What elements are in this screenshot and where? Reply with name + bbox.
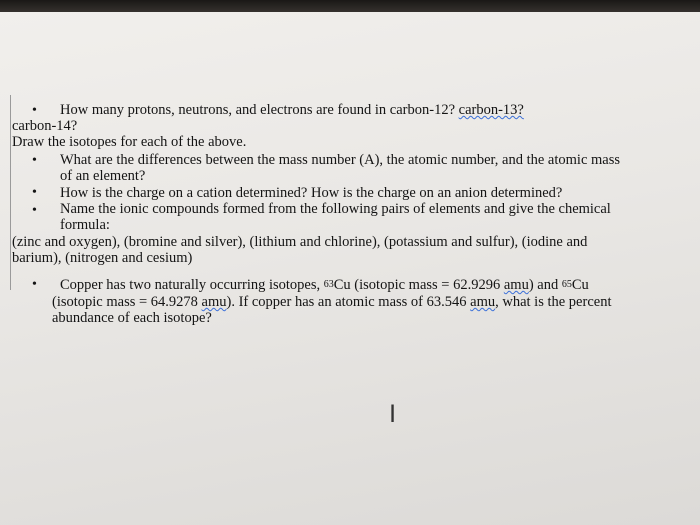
question-4-line-1: Name the ionic compounds formed from the following pairs of elements and give the chemical [60, 201, 611, 217]
question-5-line-2: (isotopic mass = 64.9278 amu). If copper has an atomic mass of 63.546 amu, what is the percent [52, 294, 612, 310]
bullet-icon: • [32, 203, 37, 218]
question-3-line-1: How is the charge on a cation determined? How is the charge on an anion determined? [60, 185, 563, 201]
question-1-line-3: Draw the isotopes for each of the above. [12, 134, 247, 150]
question-1-line-2: carbon-14? [12, 118, 78, 134]
question-4-line-2: formula: [60, 217, 110, 233]
text-box-border [10, 95, 11, 290]
question-4-line-4: barium), (nitrogen and cesium) [12, 250, 193, 266]
bullet-icon: • [32, 153, 37, 168]
question-5-line-3: abundance of each isotope? [52, 310, 212, 326]
bullet-icon: • [32, 103, 37, 118]
question-2-line-1: What are the differences between the mass number (A), the atomic number, and the atomic mass [60, 152, 621, 168]
text-cursor-icon: I [389, 400, 397, 428]
spellcheck-word[interactable]: carbon-13? [458, 102, 524, 118]
question-5-line-1: Copper has two naturally occurring isotopes, $^{63}$Cu (isotopic mass = 62.9296 amu) and $^{65}$Cu [60, 277, 589, 293]
document-screen [0, 12, 700, 525]
question-1-line-1: How many protons, neutrons, and electrons are found in carbon-12? carbon-13? [60, 102, 524, 118]
bullet-icon: • [32, 277, 37, 292]
question-4-line-3: (zinc and oxygen), (bromine and silver), (lithium and chlorine), (potassium and sulfur), (iodine and [12, 234, 588, 250]
question-2-line-2: of an element? [60, 168, 146, 184]
bullet-icon: • [32, 185, 37, 200]
